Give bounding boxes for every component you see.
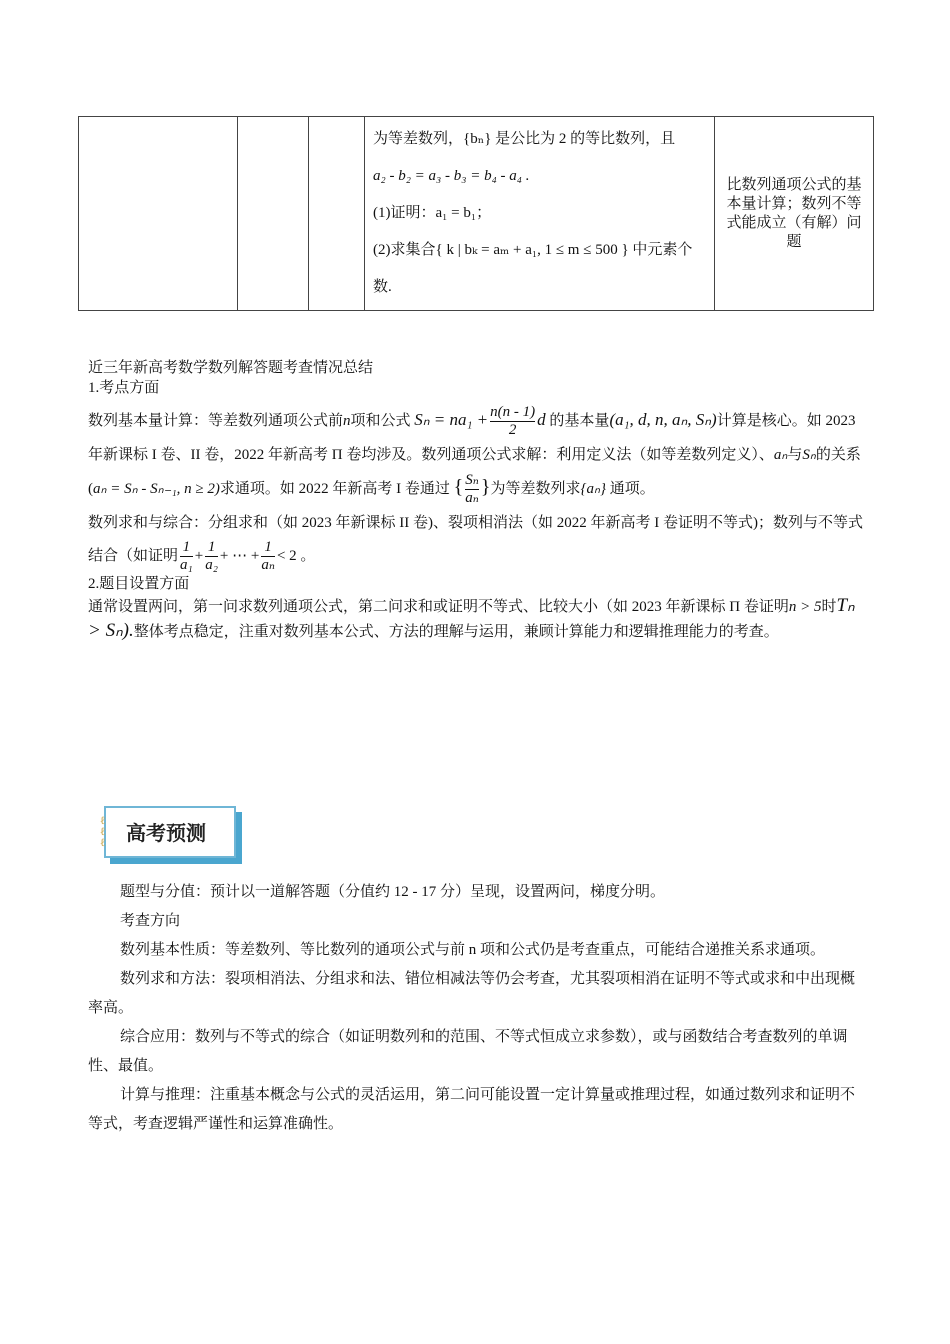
text: 整体考点稳定，注重对数列基本公式、方法的理解与运用，兼顾计算能力和逻辑推理能力的考查。 <box>133 624 779 641</box>
question-line: (2)求集合{ k | bₖ = aₘ + a₁, 1 ≤ m ≤ 500 } 中元素个 <box>373 242 693 258</box>
forecast-paragraph: 考查方向 <box>120 913 181 929</box>
numerator: 1 <box>261 539 275 557</box>
math: d <box>537 410 546 429</box>
text: 通常设置两问，第一问求数列通项公式，第二问求和或证明不等式、比较大小（如 2023 年新课标 Π 卷证明 <box>88 599 789 616</box>
question-line: 为等差数列，{bₙ} 是公比为 2 的等比数列，且 <box>373 131 676 147</box>
math: aₙ = Sₙ - Sₙ₋₁, n ≥ 2) <box>93 481 220 498</box>
fraction <box>180 539 193 574</box>
text: 求通项。如 2022 年新高考 I 卷通过 <box>219 481 450 498</box>
forecast-paragraph: 计算与推理：注重基本概念与公式的灵活运用，第二问可能设置一定计算量或推理过程，如通过数列求和证明不等式，考查逻辑严谨性和运算准确性。 <box>88 1087 856 1132</box>
text: 与 <box>787 447 803 464</box>
text: 为等差数列求 <box>490 481 581 498</box>
denominator: 2 <box>508 422 517 439</box>
math: aₙ <box>773 447 788 464</box>
math: Sₙ = na₁ + <box>414 410 489 429</box>
numerator: 1 <box>180 539 193 557</box>
paragraph-question-setup <box>88 594 864 644</box>
fraction <box>261 539 275 574</box>
table-cell-empty <box>309 117 365 311</box>
denominator: a₁ <box>180 557 193 574</box>
text: 计算是核心。如 2023 年新课标 I 卷、II 卷，2022 年新高考 Π 卷均涉及。数列通项公式求解：利用定义法（如等差数列定义）、 <box>88 413 856 464</box>
paragraph-basic-calc: 数列基本量计算：等差数列通项公式前n项和公式 Sₙ = na₁ + $\frac{n(n - 1)}{2}$ d 的基本量(a₁, d, n, aₙ, Sₙ)计算是核心。如 2023 年新课标 I 卷、II 卷，2022 年新高考 Π 卷均涉及。数列通项公式求解：利用定义法（如等差数列定义）、aₙ与Sₙ的关系(aₙ = Sₙ - Sₙ₋₁, n ≥ 2)求通项。如 2022 年新高考 I 卷通过 { $\frac{\text{Sₙ}}{\text{aₙ}}$ }为等差数列求{aₙ} 通项。 <box>88 404 861 507</box>
denominator: a₂ <box>205 557 218 574</box>
numerator: 1 <box>205 539 218 557</box>
text: 项和公式 <box>350 413 411 429</box>
text: 时 <box>821 599 837 616</box>
text: 的基本量 <box>549 413 610 429</box>
summary-section <box>88 358 864 644</box>
text: 数列求和与综合：分组求和（如 2023 年新课标 II 卷)、裂项相消法（如 2022 年新高考 I 卷证明不等式)；数列与不等式结合（如证明 <box>88 515 863 565</box>
math: (a₁, d, n, aₙ, Sₙ) <box>609 410 717 429</box>
math: Sₙ <box>802 447 816 464</box>
math: {aₙ} <box>580 481 606 498</box>
denominator: aₙ <box>465 490 479 507</box>
summary-title: 近三年新高考数学数列解答题考查情况总结 <box>88 360 374 376</box>
paragraph-summation: 数列求和与综合：分组求和（如 2023 年新课标 II 卷)、裂项相消法（如 2022 年新高考 I 卷证明不等式)；数列与不等式结合（如证明 $\frac{1}{\text{a₁}}$ + $\frac{1}{\text{a₂}}$ + ⋯ + $\frac{1}{\text{aₙ}}$ < 2 。 <box>88 515 863 574</box>
numerator: n(n - 1) <box>490 404 536 421</box>
math: n > 5 <box>788 599 822 616</box>
knowledge-cell: 比数列通项公式的基本量计算；数列不等式能成立（有解）问题 <box>715 117 874 311</box>
badge-title: 高考预测 <box>126 821 206 845</box>
math: + ⋯ + <box>219 548 260 565</box>
math: Tₙ > Sₙ). <box>88 595 855 642</box>
forecast-section <box>88 878 862 1139</box>
numerator: Sₙ <box>465 472 479 489</box>
exam-table <box>78 116 874 311</box>
question-line: 数. <box>373 279 392 295</box>
text: 通项。 <box>609 481 655 498</box>
forecast-paragraph: 综合应用：数列与不等式的综合（如证明数列和的范围、不等式恒成立求参数），或与函数结合考查数列的单调性、最值。 <box>88 1029 848 1074</box>
fraction <box>465 472 479 507</box>
forecast-paragraph: 数列求和方法：裂项相消法、分组求和法、错位相减法等仍会考查，尤其裂项相消在证明不等式或求和中出现概率高。 <box>88 971 856 1016</box>
table-cell-empty <box>79 117 238 311</box>
binder-rings-icon: ℓ ℓ ℓ <box>100 815 106 849</box>
text: 的关系( <box>88 447 861 498</box>
question-line: (1)证明：a₁ = b₁； <box>373 205 492 221</box>
text: 数列基本量计算：等差数列通项公式前 <box>88 413 344 429</box>
question-line: a₂ - b₂ = a₃ - b₃ = b₄ - a₄ . <box>373 168 530 184</box>
table-cell-empty <box>238 117 309 311</box>
denominator: aₙ <box>261 557 275 574</box>
fraction <box>205 539 218 574</box>
math: n <box>343 413 351 429</box>
fraction <box>490 404 535 439</box>
heading-1: 1.考点方面 <box>88 380 160 396</box>
forecast-badge <box>100 806 236 858</box>
heading-2: 2.题目设置方面 <box>88 576 190 593</box>
question-cell <box>365 117 715 311</box>
math: < 2 。 <box>276 548 316 565</box>
forecast-paragraph: 数列基本性质：等差数列、等比数列的通项公式与前 n 项和公式仍是考查重点，可能结合递推关系求通项。 <box>120 942 826 958</box>
forecast-paragraph: 题型与分值：预计以一道解答题（分值约 12 - 17 分）呈现，设置两问，梯度分明。 <box>120 884 665 900</box>
